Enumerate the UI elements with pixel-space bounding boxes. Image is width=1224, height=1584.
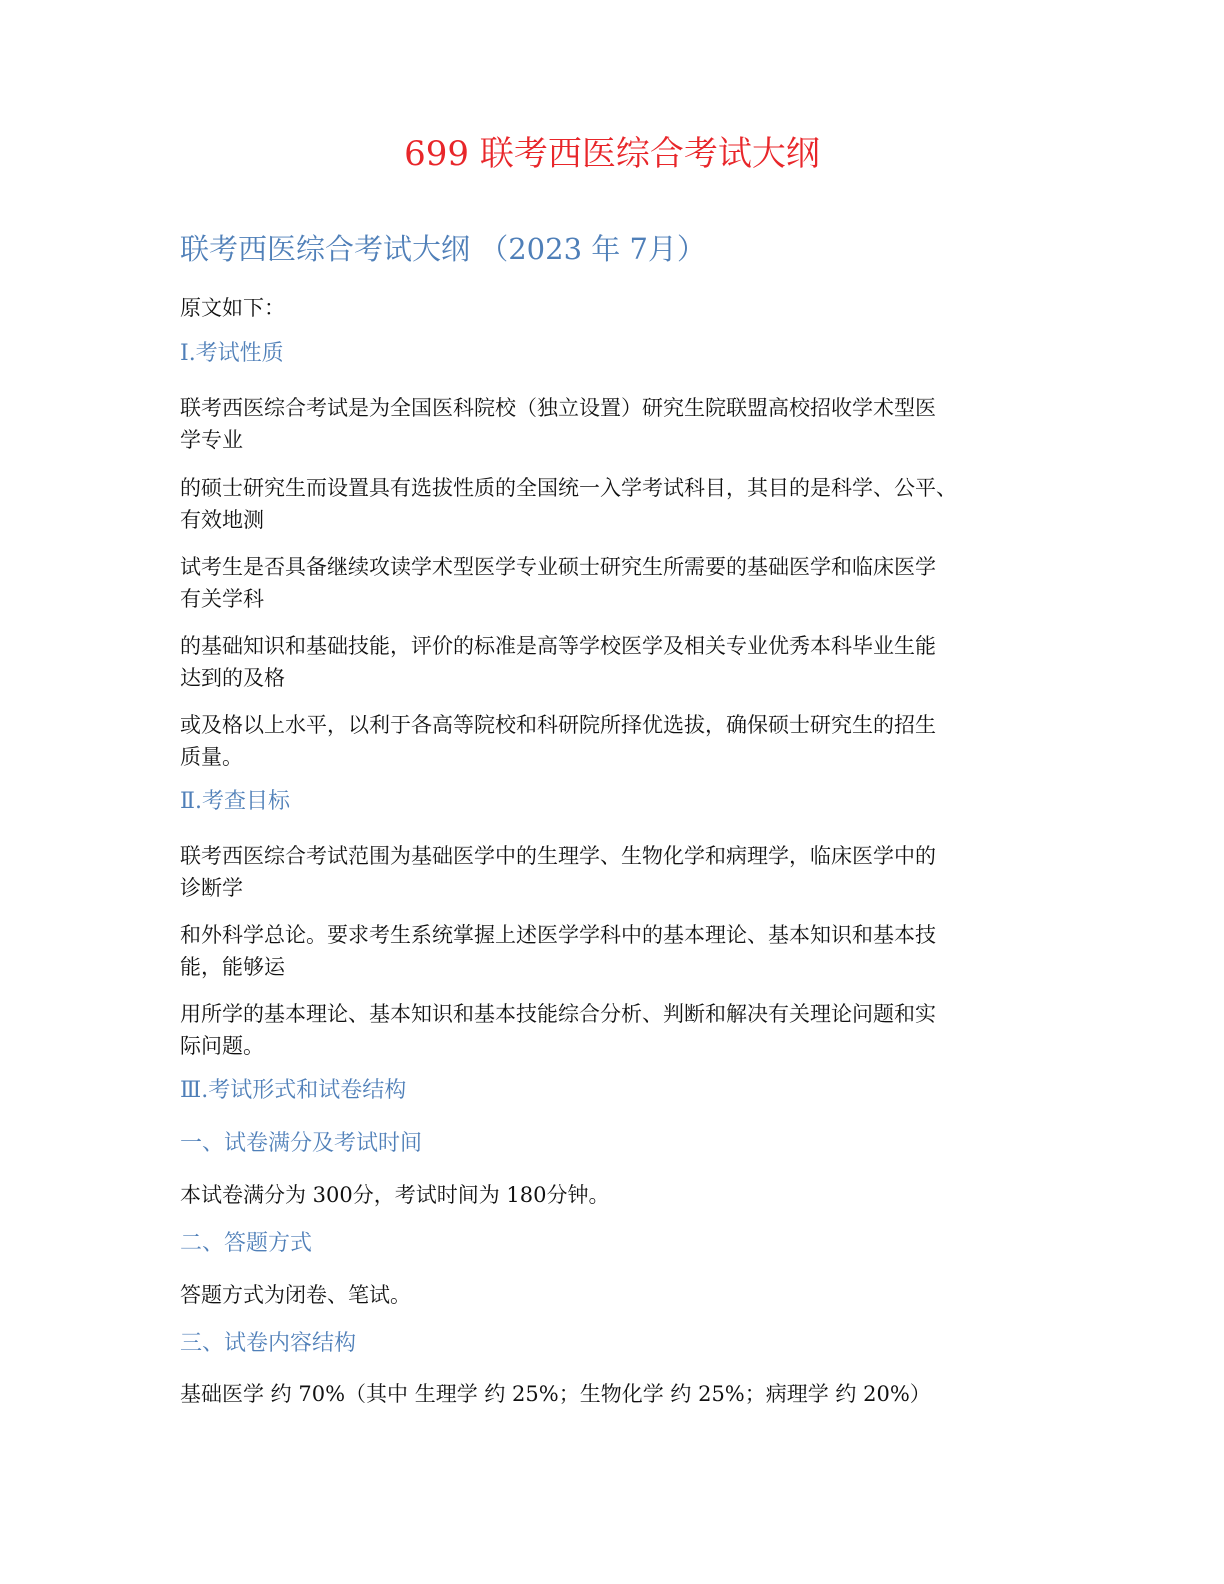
section-heading-format: Ⅲ.考试形式和试卷结构 (180, 1078, 407, 1103)
paragraph-line: 答题方式为闭卷、笔试。 (180, 1283, 411, 1307)
paragraph-line: 达到的及格 (180, 666, 285, 690)
paragraph-line: 质量。 (180, 745, 243, 769)
subsection-heading-content-structure: 三、试卷内容结构 (180, 1331, 357, 1356)
paragraph-line: 际问题。 (180, 1034, 264, 1058)
paragraph-line: 联考西医综合考试是为全国医科院校（独立设置）研究生院联盟高校招收学术型医 (180, 396, 936, 420)
paragraph-line: 诊断学 (180, 876, 243, 900)
paragraph (180, 1378, 1060, 1410)
paragraph-line: 有效地测 (180, 508, 264, 532)
subsection-heading-score-time: 一、试卷满分及考试时间 (180, 1131, 423, 1156)
paragraph-line: 能，能够运 (180, 955, 285, 979)
paragraph-line: 基础医学 约 70%（其中 生理学 约 25%；生物化学 约 25%；病理学 约 20%） (180, 1382, 931, 1406)
intro-text: 原文如下： (180, 296, 285, 320)
document-subtitle: 联考西医综合考试大纲 （2023 年 7月） (180, 232, 706, 266)
section-heading-objectives: Ⅱ.考查目标 (180, 789, 290, 814)
paragraph (180, 998, 1060, 1062)
paragraph-line: 用所学的基本理论、基本知识和基本技能综合分析、判断和解决有关理论问题和实 (180, 1002, 936, 1026)
paragraph-line: 和外科学总论。要求考生系统掌握上述医学学科中的基本理论、基本知识和基本技 (180, 923, 936, 947)
subsection-heading-answer-mode: 二、答题方式 (180, 1231, 313, 1256)
paragraph-line: 的基础知识和基础技能，评价的标准是高等学校医学及相关专业优秀本科毕业生能 (180, 634, 936, 658)
paragraph-line: 本试卷满分为 300分，考试时间为 180分钟。 (180, 1183, 610, 1207)
paragraph-line: 有关学科 (180, 587, 264, 611)
paragraph (180, 709, 1060, 773)
document-title: 699 联考西医综合考试大纲 (404, 134, 820, 174)
section-heading-nature: Ⅰ.考试性质 (180, 341, 284, 366)
paragraph (180, 840, 1060, 904)
paragraph (180, 472, 1060, 536)
paragraph (180, 1279, 1060, 1311)
paragraph (180, 392, 1060, 456)
paragraph (180, 1179, 1060, 1211)
paragraph (180, 630, 1060, 694)
paragraph-line: 试考生是否具备继续攻读学术型医学专业硕士研究生所需要的基础医学和临床医学 (180, 555, 936, 579)
paragraph-line: 联考西医综合考试范围为基础医学中的生理学、生物化学和病理学，临床医学中的 (180, 844, 936, 868)
paragraph-line: 或及格以上水平，以利于各高等院校和科研院所择优选拔，确保硕士研究生的招生 (180, 713, 936, 737)
paragraph (180, 919, 1060, 983)
paragraph (180, 551, 1060, 615)
paragraph-line: 的硕士研究生而设置具有选拔性质的全国统一入学考试科目，其目的是科学、公平、 (180, 476, 957, 500)
paragraph-line: 学专业 (180, 428, 243, 452)
